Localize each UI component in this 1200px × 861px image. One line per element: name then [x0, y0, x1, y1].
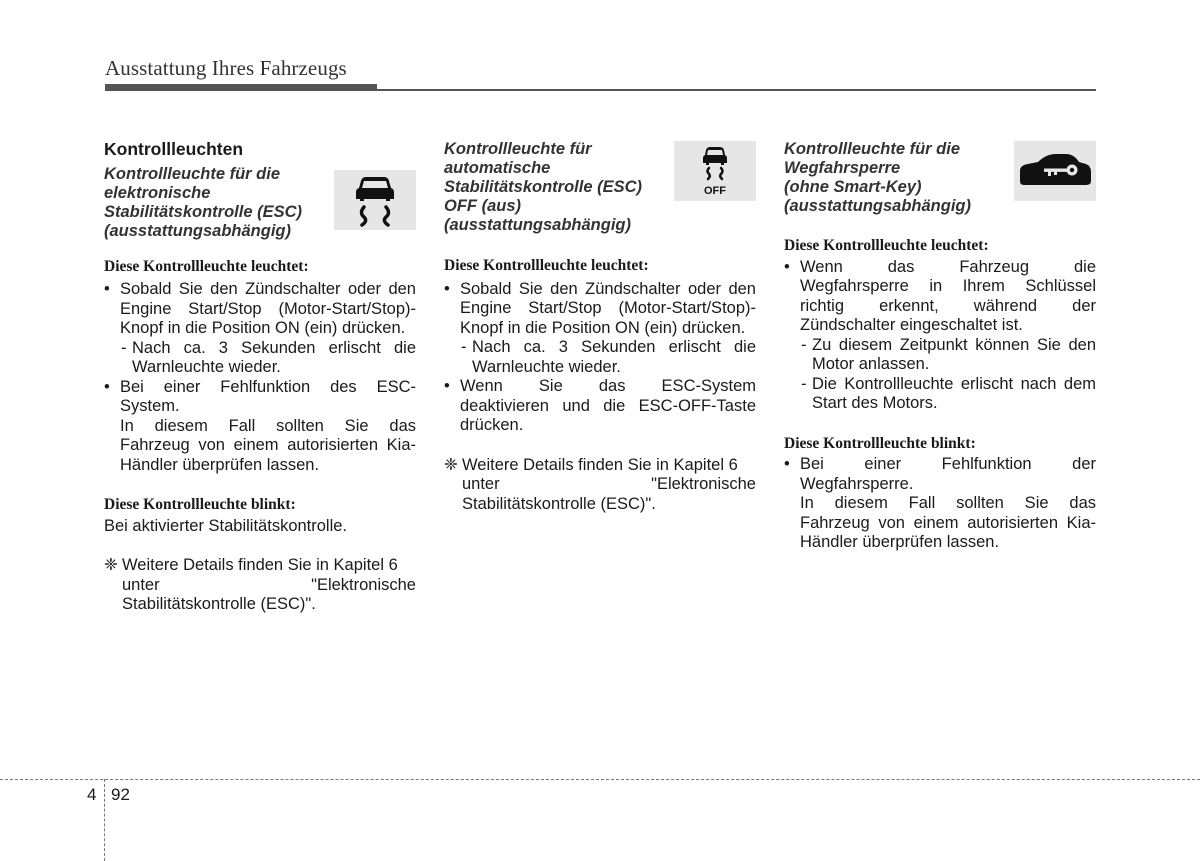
text-line: Stabilitätskontrolle (ESC)".: [122, 595, 316, 613]
text-line: Händler überprüfen lassen.: [120, 455, 320, 474]
page-number: 92: [111, 785, 130, 804]
text-line: Weitere Details finden Sie in Kapitel 6: [122, 556, 398, 574]
esc-off-subheading-line: Stabilitätskontrolle (ESC): [444, 178, 643, 196]
text-line: drücken.: [460, 416, 524, 434]
text-line: - Nach ca. 3 Sekunden erlischt die: [472, 338, 756, 356]
text-line: In diesem Fall sollten Sie das: [800, 494, 1096, 512]
list-item-continuation: [104, 417, 416, 476]
text-line: Engine Start/Stop (Motor-Start/Stop)-: [120, 299, 416, 318]
list-item-continuation: [784, 494, 1096, 553]
lit-heading: Diese Kontrollleuchte leuchtet:: [784, 237, 989, 254]
sub-list-item: [784, 375, 1096, 414]
esc-off-icon-label: OFF: [704, 185, 726, 197]
text-line: Fahrzeug von einem autorisierten Kia-: [120, 436, 416, 454]
esc-off-subheading-line: automatische: [444, 159, 551, 177]
column-esc-off: [444, 140, 756, 514]
esc-subheading-line: elektronische: [104, 183, 211, 202]
immobilizer-heading-block: [784, 140, 1096, 216]
text-line: System.: [120, 397, 180, 415]
esc-off-subheading-line: OFF (aus): [444, 197, 521, 215]
text-line: Engine Start/Stop (Motor-Start/Stop)-: [460, 299, 756, 317]
immobilizer-subheading-line: (ausstattungsabhängig): [784, 197, 972, 215]
blink-heading: Diese Kontrollleuchte blinkt:: [104, 496, 296, 513]
list-item: [444, 280, 756, 339]
text-line: • Bei einer Fehlfunktion des ESC-: [120, 377, 416, 396]
text-line: Motor anlassen.: [812, 355, 930, 373]
list-item: [104, 378, 416, 417]
text-line: Knopf in die Position ON (ein) drücken.: [120, 319, 406, 337]
text-line: richtig erkennt, während der: [800, 296, 1096, 315]
text-line: Warnleuchte wieder.: [472, 357, 621, 376]
text-line: Stabilitätskontrolle (ESC)".: [462, 494, 656, 513]
column-esc: [104, 140, 416, 615]
esc-subheading-line: (ausstattungsabhängig): [104, 221, 292, 240]
text-line: Weitere Details finden Sie in Kapitel 6: [462, 455, 738, 474]
blink-text: Bei aktivierter Stabilitätskontrolle.: [104, 516, 348, 535]
immobilizer-subheading-line: Kontrollleuchte für die: [784, 140, 961, 158]
text-line: Start des Motors.: [812, 394, 938, 412]
immobilizer-subheading-line: (ohne Smart-Key): [784, 178, 922, 196]
text-line: - Zu diesem Zeitpunkt können Sie den: [812, 335, 1096, 354]
text-line: Fahrzeug von einem autorisierten Kia-: [800, 513, 1096, 532]
esc-off-subheading-line: (ausstattungsabhängig): [444, 216, 632, 234]
note-symbol: ❈: [444, 455, 458, 474]
text-line: • Sobald Sie den Zündschalter oder den: [460, 279, 756, 298]
text-line: - Nach ca. 3 Sekunden erlischt die: [132, 338, 416, 357]
section-title: Kontrollleuchten: [104, 139, 244, 159]
sub-list-item: [784, 336, 1096, 375]
column-immobilizer: [784, 140, 1096, 553]
note-symbol: ❈: [104, 556, 118, 574]
text-line: Knopf in die Position ON (ein) drücken.: [460, 318, 746, 337]
note: [104, 556, 416, 615]
page-header-title: Ausstattung Ihres Fahrzeugs: [105, 56, 347, 80]
list-item: [104, 280, 416, 339]
text-line: deaktivieren und die ESC-OFF-Taste: [460, 396, 756, 415]
text-line: - Die Kontrollleuchte erlischt nach dem: [812, 374, 1096, 393]
text-line: Wegfahrsperre in Ihrem Schlüssel: [800, 277, 1096, 295]
blink-heading: Diese Kontrollleuchte blinkt:: [784, 434, 976, 452]
esc-off-heading-block: [444, 140, 756, 235]
footer-divider: [104, 779, 105, 861]
immobilizer-subheading-line: Wegfahrsperre: [784, 159, 901, 177]
sub-list-item: [104, 339, 416, 378]
footer-rule: [0, 779, 1200, 780]
text-line: In diesem Fall sollten Sie das: [120, 416, 416, 435]
lit-heading: Diese Kontrollleuchte leuchtet:: [444, 257, 649, 274]
esc-off-subheading-line: Kontrollleuchte für: [444, 140, 592, 158]
text-line: Warnleuchte wieder.: [132, 358, 281, 376]
esc-subheading-line: Kontrollleuchte für die: [104, 164, 281, 183]
lit-heading: Diese Kontrollleuchte leuchtet:: [104, 257, 309, 275]
text-line: Wegfahrsperre.: [800, 474, 914, 493]
text-line: • Wenn das Fahrzeug die: [800, 257, 1096, 276]
text-line: • Bei einer Fehlfunktion der: [800, 455, 1096, 473]
esc-heading-block: [104, 165, 416, 241]
text-line: • Wenn Sie das ESC-System: [460, 377, 756, 395]
sub-list-item: [444, 338, 756, 377]
text-line: Händler überprüfen lassen.: [800, 533, 1000, 551]
esc-off-light-icon: [674, 141, 756, 201]
immobilizer-car-key-icon: [1014, 141, 1096, 201]
list-item: [784, 455, 1096, 494]
chapter-number: 4: [87, 785, 97, 804]
esc-subheading-line: Stabilitätskontrolle (ESC): [104, 202, 303, 221]
note: [444, 456, 756, 515]
text-line: • Sobald Sie den Zündschalter oder den: [120, 280, 416, 298]
esc-warning-light-icon: [334, 170, 416, 230]
list-item: [784, 258, 1096, 336]
list-item: [444, 377, 756, 436]
text-line: unter "Elektronische: [462, 475, 756, 493]
text-line: unter "Elektronische: [122, 575, 416, 594]
text-line: Zündschalter eingeschaltet ist.: [800, 316, 1023, 334]
header-rule: [105, 89, 1096, 91]
